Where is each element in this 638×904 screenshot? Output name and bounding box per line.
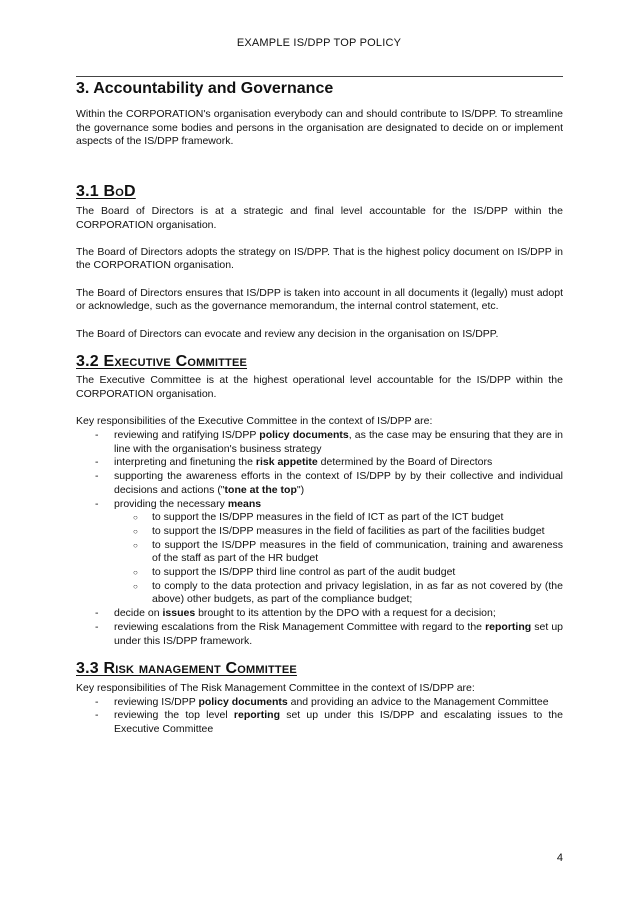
- bod-paragraph-3: The Board of Directors ensures that IS/DPP is taken into account in all documents it (legally) must adopt or acknowledge, such as the governance memorandum, the internal control statement, etc.: [76, 286, 563, 313]
- section-intro: Within the CORPORATION's organisation everybody can and should contribute to IS/DPP. To streamline the governance some bodies and persons in the organisation are designated to decide on or implement aspects of the IS/DPP framework.: [76, 108, 563, 148]
- list-item: - interpreting and finetuning the risk appetite determined by the Board of Directors: [76, 456, 563, 470]
- risk-lead: Key responsibilities of The Risk Management Committee in the context of IS/DPP are:: [76, 682, 475, 694]
- sublist-item: ○ to comply to the data protection and privacy legislation, in as far as not covered by (the above) other budgets, as part of the compliance budget;: [114, 580, 563, 607]
- exec-lead: Key responsibilities of the Executive Committee in the context of IS/DPP are:: [76, 415, 433, 428]
- list-item: - supporting the awareness efforts in the context of IS/DPP by by their collective and individual decisions and actions ("tone at the top"): [76, 470, 563, 497]
- exec-responsibilities-list: [76, 429, 563, 648]
- bod-paragraph-1: The Board of Directors is at a strategic and final level accountable for the IS/DPP within the CORPORATION organisation.: [76, 204, 563, 231]
- page-header: EXAMPLE IS/DPP TOP POLICY: [236, 37, 402, 49]
- list-item: - reviewing IS/DPP policy documents and providing an advice to the Management Committee: [76, 696, 563, 710]
- heading-risk-management-committee: 3.3 Risk management Committee: [76, 660, 297, 678]
- sublist-item: ○ to support the IS/DPP measures in the field of ICT as part of the ICT budget: [114, 511, 563, 525]
- sublist-item: ○ to support the IS/DPP third line control as part of the audit budget: [114, 566, 563, 580]
- bod-paragraph-4: The Board of Directors can evocate and review any decision in the organisation on IS/DPP.: [76, 327, 499, 340]
- sublist-item: ○ to support the IS/DPP measures in the field of facilities as part of the facilities budget: [114, 525, 563, 539]
- list-item: - decide on issues brought to its attention by the DPO with a request for a decision;: [76, 607, 563, 621]
- list-item: - reviewing escalations from the Risk Management Committee with regard to the reporting set up under this IS/DPP framework.: [76, 621, 563, 648]
- page-number: 4: [556, 852, 563, 864]
- means-sublist: [114, 511, 563, 607]
- list-item: - reviewing the top level reporting set up under this IS/DPP and escalating issues to the Executive Committee: [76, 709, 563, 736]
- exec-paragraph-1: The Executive Committee is at the highest operational level accountable for the IS/DPP within the CORPORATION organisation.: [76, 374, 563, 401]
- page-content: [76, 108, 563, 739]
- list-item: - reviewing and ratifying IS/DPP policy documents, as the case may be ensuring that they are in line with the organisation's business strategy: [76, 429, 563, 456]
- bod-paragraph-2: The Board of Directors adopts the strategy on IS/DPP. That is the highest policy document on IS/DPP in the CORPORATION organisation.: [76, 245, 563, 272]
- heading-bod: 3.1 BoD: [76, 183, 136, 201]
- section-title: 3. Accountability and Governance: [76, 76, 563, 98]
- sublist-item: ○ to support the IS/DPP measures in the field of communication, training and awareness of the staff as part of the HR budget: [114, 539, 563, 566]
- list-item: - providing the necessary means ○ to support the IS/DPP measures in the field of ICT as part of the ICT budget ○ to support the IS/DPP measures in the field of facilities as part of the facilities budget ○ to support the IS/DPP measures in the field of communication, training and awareness of the staff as part of the HR budget ○ to support the IS/DPP third line control as part of the audit budget ○ to comply to the data protection and privacy legislation, in as far as not covered by (the above) other budgets, as part of the compliance budget;: [76, 498, 563, 608]
- heading-executive-committee: 3.2 Executive Committee: [76, 352, 248, 370]
- risk-responsibilities-list: [76, 696, 563, 737]
